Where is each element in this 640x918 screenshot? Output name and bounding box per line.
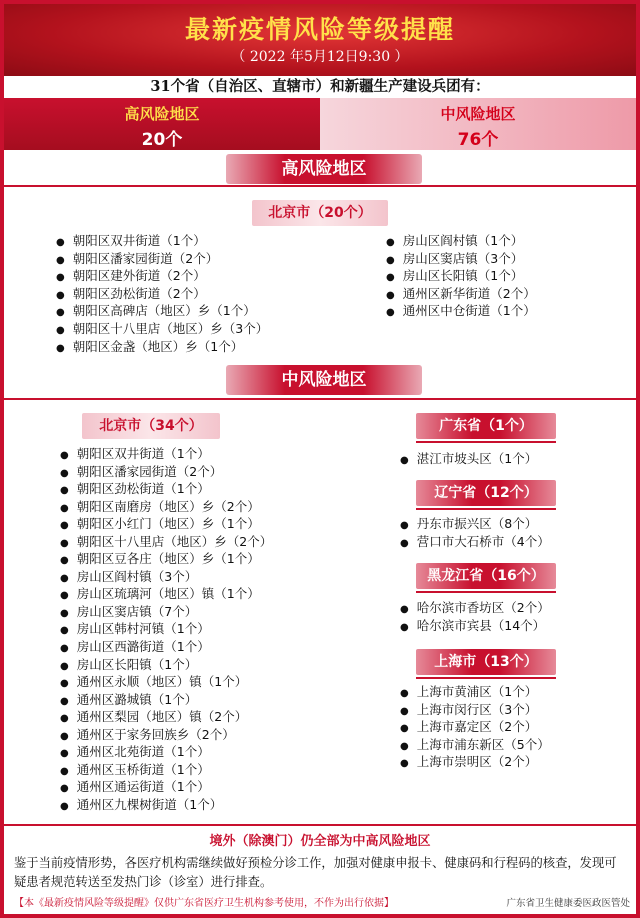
summary-text: 31个省（自治区、直辖市）和新疆生产建设兵团有： — [150, 78, 490, 95]
list-item: ● 朝阳区双井街道（1个） — [60, 445, 272, 463]
list-item: ● 房山区长阳镇（1个） — [386, 267, 536, 285]
mid-risk-label: 中风险地区 — [440, 105, 516, 123]
list-item: ● 营口市大石桥市（4个） — [400, 533, 550, 551]
disclaimer-text: 【本《最新疫情风险等级提醒》仅供广东省医疗卫生机构参考使用，不作为出行依据】 — [14, 898, 394, 909]
list-item: ● 朝阳区十八里店（地区）乡（2个） — [60, 533, 272, 551]
mid-city-guangdong: 广东省（1个） — [416, 413, 556, 439]
mid-risk-count: 76个 — [457, 130, 499, 150]
mid-risk-count-box — [320, 98, 636, 150]
high-list-right — [386, 232, 536, 320]
high-list-left — [56, 232, 268, 355]
advice-text: 鉴于当前疫情形势，各医疗机构需继续做好预检分诊工作，加强对健康申报卡、健康码和行程码的核查，发现可疑患者规范转送至发热门诊（诊室）进行排查。 — [14, 856, 617, 889]
mid-risk-section-title: 中风险地区 — [226, 365, 422, 395]
mid-list-shanghai — [400, 683, 550, 771]
list-item: ● 房山区西潞街道（1个） — [60, 638, 272, 656]
high-city-beijing: 北京市（20个） — [252, 200, 388, 226]
list-item: ● 朝阳区劲松街道（2个） — [56, 285, 268, 303]
update-date: （ 2022 年5月12日9:30 ） — [231, 49, 409, 65]
list-item: ● 通州区潞城镇（1个） — [60, 691, 272, 709]
list-item: ● 通州区北苑街道（1个） — [60, 743, 272, 761]
list-item: ● 朝阳区豆各庄（地区）乡（1个） — [60, 550, 272, 568]
mid-city-liaoning: 辽宁省（12个） — [416, 480, 556, 506]
list-item: ● 上海市崇明区（2个） — [400, 753, 550, 771]
high-risk-count: 20个 — [141, 130, 183, 150]
list-item: ● 上海市浦东新区（5个） — [400, 736, 550, 754]
list-item: ● 通州区玉桥街道（1个） — [60, 761, 272, 779]
mid-city-shanghai: 上海市（13个） — [416, 649, 556, 675]
divider — [416, 677, 556, 679]
list-item: ● 上海市黄浦区（1个） — [400, 683, 550, 701]
mid-list-liaoning — [400, 515, 550, 550]
list-item: ● 朝阳区建外街道（2个） — [56, 267, 268, 285]
list-item: ● 通州区于家务回族乡（2个） — [60, 726, 272, 744]
list-item: ● 朝阳区劲松街道（1个） — [60, 480, 272, 498]
divider — [416, 508, 556, 510]
mid-list-heilongjiang — [400, 599, 550, 634]
list-item: ● 通州区九棵树街道（1个） — [60, 796, 272, 814]
divider — [4, 824, 636, 826]
mid-list-beijing — [60, 445, 272, 813]
divider — [4, 185, 636, 187]
list-item: ● 朝阳区潘家园街道（2个） — [56, 250, 268, 268]
list-item: ● 房山区阎村镇（3个） — [60, 568, 272, 586]
list-item: ● 朝阳区十八里店（地区）乡（3个） — [56, 320, 268, 338]
list-item: ● 丹东市振兴区（8个） — [400, 515, 550, 533]
high-risk-label: 高风险地区 — [124, 105, 200, 123]
list-item: ● 通州区梨园（地区）镇（2个） — [60, 708, 272, 726]
list-item: ● 房山区琉璃河（地区）镇（1个） — [60, 585, 272, 603]
list-item: ● 哈尔滨市香坊区（2个） — [400, 599, 550, 617]
list-item: ● 朝阳区双井街道（1个） — [56, 232, 268, 250]
list-item: ● 房山区长阳镇（1个） — [60, 656, 272, 674]
list-item: ● 通州区通运街道（1个） — [60, 778, 272, 796]
divider — [416, 441, 556, 443]
list-item: ● 通州区中仓街道（1个） — [386, 302, 536, 320]
list-item: ● 通州区永顺（地区）镇（1个） — [60, 673, 272, 691]
list-item: ● 房山区阎村镇（1个） — [386, 232, 536, 250]
mid-city-heilongjiang: 黑龙江省（16个） — [416, 563, 556, 589]
list-item: ● 房山区窦店镇（3个） — [386, 250, 536, 268]
list-item: ● 朝阳区金盏（地区）乡（1个） — [56, 338, 268, 356]
list-item: ● 朝阳区小红门（地区）乡（1个） — [60, 515, 272, 533]
list-item: ● 哈尔滨市宾县（14个） — [400, 617, 550, 635]
list-item: ● 通州区新华街道（2个） — [386, 285, 536, 303]
high-risk-section-title: 高风险地区 — [226, 154, 422, 184]
high-risk-count-box — [4, 98, 320, 150]
list-item: ● 湛江市坡头区（1个） — [400, 450, 537, 468]
list-item: ● 房山区韩村河镇（1个） — [60, 620, 272, 638]
list-item: ● 朝阳区南磨房（地区）乡（2个） — [60, 498, 272, 516]
mid-list-guangdong — [400, 450, 537, 468]
header-banner — [4, 4, 636, 76]
issuer-text: 广东省卫生健康委医政医管处 — [506, 898, 630, 909]
list-item: ● 朝阳区高碑店（地区）乡（1个） — [56, 302, 268, 320]
list-item: ● 上海市闵行区（3个） — [400, 701, 550, 719]
divider — [4, 398, 636, 400]
list-item: ● 房山区窦店镇（7个） — [60, 603, 272, 621]
list-item: ● 朝阳区潘家园街道（2个） — [60, 463, 272, 481]
list-item: ● 上海市嘉定区（2个） — [400, 718, 550, 736]
abroad-notice: 境外（除澳门）仍全部为中高风险地区 — [209, 834, 431, 849]
risk-counts — [4, 98, 636, 150]
divider — [416, 591, 556, 593]
page-title: 最新疫情风险等级提醒 — [184, 15, 455, 44]
mid-city-beijing: 北京市（34个） — [82, 413, 220, 439]
